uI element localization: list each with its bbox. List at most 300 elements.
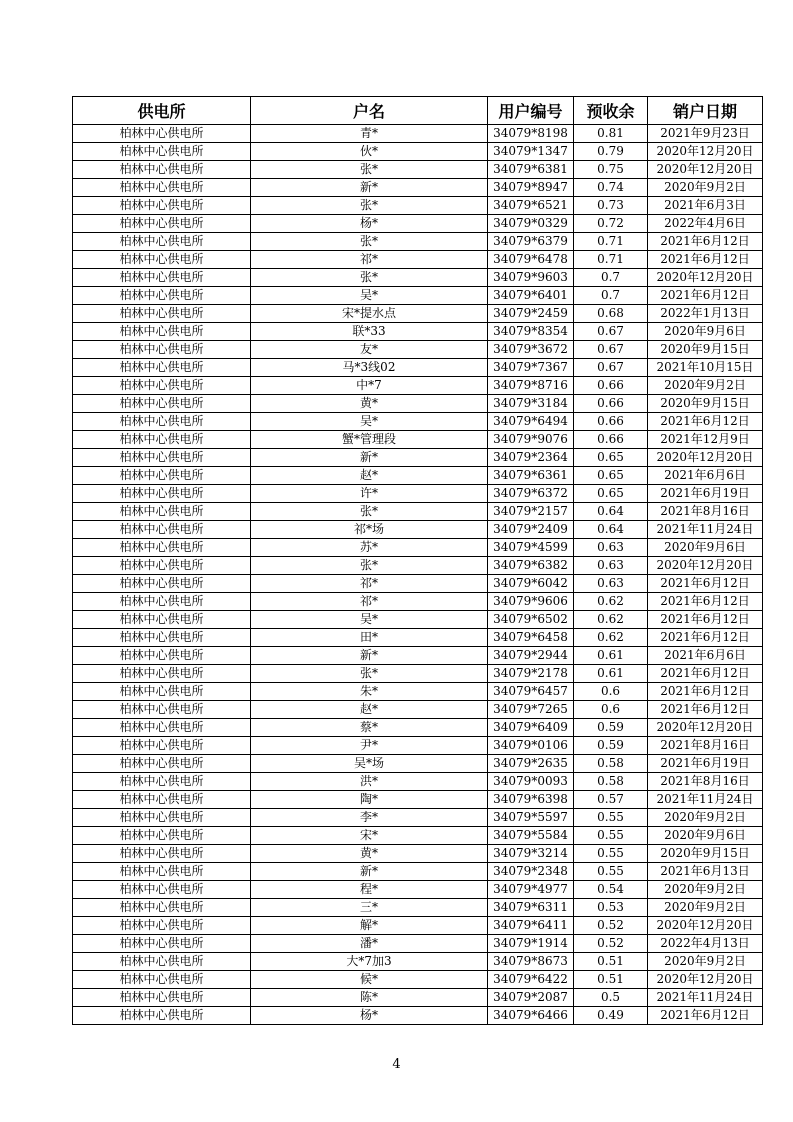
cell-station: 柏林中心供电所 — [73, 377, 251, 395]
cell-account-name: 青* — [251, 125, 488, 143]
table-row — [73, 269, 763, 287]
cell-account-number: 34079*6478 — [488, 251, 574, 269]
cell-prepaid-balance: 0.59 — [574, 719, 648, 737]
cell-account-number: 34079*3214 — [488, 845, 574, 863]
cell-account-name: 黄* — [251, 395, 488, 413]
cell-station: 柏林中心供电所 — [73, 935, 251, 953]
cell-closure-date: 2022年4月6日 — [648, 215, 763, 233]
cell-account-number: 34079*6466 — [488, 1007, 574, 1025]
cell-prepaid-balance: 0.74 — [574, 179, 648, 197]
cell-account-name: 蔡* — [251, 719, 488, 737]
table-row — [73, 521, 763, 539]
cell-station: 柏林中心供电所 — [73, 503, 251, 521]
cell-prepaid-balance: 0.7 — [574, 269, 648, 287]
cell-closure-date: 2020年9月6日 — [648, 323, 763, 341]
table-row — [73, 881, 763, 899]
table-header-row — [73, 97, 763, 125]
table-row — [73, 791, 763, 809]
table-row — [73, 431, 763, 449]
cell-station: 柏林中心供电所 — [73, 611, 251, 629]
cell-prepaid-balance: 0.61 — [574, 647, 648, 665]
cell-account-number: 34079*6361 — [488, 467, 574, 485]
table-row — [73, 917, 763, 935]
table-row — [73, 395, 763, 413]
table-row — [73, 215, 763, 233]
cell-closure-date: 2020年9月2日 — [648, 899, 763, 917]
cell-account-number: 34079*6311 — [488, 899, 574, 917]
table-row — [73, 935, 763, 953]
cell-account-number: 34079*5597 — [488, 809, 574, 827]
table-row — [73, 719, 763, 737]
cell-account-name: 解* — [251, 917, 488, 935]
cell-account-number: 34079*6398 — [488, 791, 574, 809]
cell-closure-date: 2021年6月12日 — [648, 611, 763, 629]
cell-station: 柏林中心供电所 — [73, 179, 251, 197]
cell-account-number: 34079*0329 — [488, 215, 574, 233]
cell-prepaid-balance: 0.55 — [574, 845, 648, 863]
cell-closure-date: 2021年6月3日 — [648, 197, 763, 215]
cell-prepaid-balance: 0.7 — [574, 287, 648, 305]
cell-prepaid-balance: 0.67 — [574, 359, 648, 377]
table-row — [73, 665, 763, 683]
cell-account-name: 祁*场 — [251, 521, 488, 539]
cell-account-name: 苏* — [251, 539, 488, 557]
table-row — [73, 773, 763, 791]
table-row — [73, 863, 763, 881]
cell-closure-date: 2021年6月6日 — [648, 647, 763, 665]
cell-account-name: 张* — [251, 269, 488, 287]
table-row — [73, 251, 763, 269]
table-row — [73, 341, 763, 359]
cell-account-name: 陶* — [251, 791, 488, 809]
cell-station: 柏林中心供电所 — [73, 791, 251, 809]
cell-account-name: 张* — [251, 503, 488, 521]
cell-account-name: 田* — [251, 629, 488, 647]
cell-account-number: 34079*1347 — [488, 143, 574, 161]
cell-prepaid-balance: 0.81 — [574, 125, 648, 143]
cell-account-number: 34079*8198 — [488, 125, 574, 143]
cell-closure-date: 2021年11月24日 — [648, 989, 763, 1007]
cell-closure-date: 2021年6月12日 — [648, 287, 763, 305]
column-header-station: 供电所 — [73, 97, 251, 125]
cell-prepaid-balance: 0.63 — [574, 539, 648, 557]
cell-account-number: 34079*1914 — [488, 935, 574, 953]
cell-station: 柏林中心供电所 — [73, 881, 251, 899]
table-row — [73, 413, 763, 431]
cell-account-name: 吴* — [251, 287, 488, 305]
cell-account-number: 34079*6494 — [488, 413, 574, 431]
cell-prepaid-balance: 0.73 — [574, 197, 648, 215]
cell-closure-date: 2020年9月2日 — [648, 179, 763, 197]
table-row — [73, 989, 763, 1007]
cell-station: 柏林中心供电所 — [73, 467, 251, 485]
cell-station: 柏林中心供电所 — [73, 737, 251, 755]
table-row — [73, 179, 763, 197]
cell-prepaid-balance: 0.55 — [574, 809, 648, 827]
cell-prepaid-balance: 0.68 — [574, 305, 648, 323]
column-header-account-number: 用户编号 — [488, 97, 574, 125]
table-row — [73, 557, 763, 575]
table-row — [73, 161, 763, 179]
cell-account-number: 34079*2348 — [488, 863, 574, 881]
cell-station: 柏林中心供电所 — [73, 413, 251, 431]
cell-prepaid-balance: 0.64 — [574, 503, 648, 521]
cell-station: 柏林中心供电所 — [73, 251, 251, 269]
table-row — [73, 827, 763, 845]
cell-account-name: 赵* — [251, 467, 488, 485]
cell-account-name: 新* — [251, 179, 488, 197]
cell-prepaid-balance: 0.63 — [574, 557, 648, 575]
page-number: 4 — [392, 1057, 401, 1072]
cell-account-number: 34079*9603 — [488, 269, 574, 287]
table-row — [73, 287, 763, 305]
cell-account-number: 34079*9076 — [488, 431, 574, 449]
table-row — [73, 197, 763, 215]
cell-station: 柏林中心供电所 — [73, 305, 251, 323]
table-row — [73, 647, 763, 665]
cell-prepaid-balance: 0.53 — [574, 899, 648, 917]
account-closure-table — [72, 96, 763, 1025]
cell-prepaid-balance: 0.59 — [574, 737, 648, 755]
cell-station: 柏林中心供电所 — [73, 269, 251, 287]
cell-closure-date: 2020年12月20日 — [648, 557, 763, 575]
cell-station: 柏林中心供电所 — [73, 233, 251, 251]
table-row — [73, 449, 763, 467]
cell-closure-date: 2021年6月12日 — [648, 575, 763, 593]
cell-account-name: 马*3线02 — [251, 359, 488, 377]
cell-account-number: 34079*7367 — [488, 359, 574, 377]
cell-closure-date: 2021年11月24日 — [648, 521, 763, 539]
table-row — [73, 485, 763, 503]
cell-account-number: 34079*8354 — [488, 323, 574, 341]
column-header-account-name: 户名 — [251, 97, 488, 125]
cell-closure-date: 2020年12月20日 — [648, 971, 763, 989]
column-header-closure-date: 销户日期 — [648, 97, 763, 125]
cell-closure-date: 2021年6月12日 — [648, 413, 763, 431]
cell-account-number: 34079*4599 — [488, 539, 574, 557]
cell-account-name: 杨* — [251, 215, 488, 233]
cell-account-number: 34079*4977 — [488, 881, 574, 899]
cell-account-name: 中*7 — [251, 377, 488, 395]
cell-account-number: 34079*6411 — [488, 917, 574, 935]
table-row — [73, 305, 763, 323]
cell-account-name: 新* — [251, 863, 488, 881]
cell-closure-date: 2021年8月16日 — [648, 503, 763, 521]
cell-account-number: 34079*6457 — [488, 683, 574, 701]
cell-account-name: 程* — [251, 881, 488, 899]
table-row — [73, 755, 763, 773]
cell-station: 柏林中心供电所 — [73, 773, 251, 791]
cell-prepaid-balance: 0.66 — [574, 395, 648, 413]
table-row — [73, 953, 763, 971]
cell-closure-date: 2020年12月20日 — [648, 269, 763, 287]
cell-closure-date: 2021年6月12日 — [648, 665, 763, 683]
cell-prepaid-balance: 0.51 — [574, 971, 648, 989]
cell-account-number: 34079*0093 — [488, 773, 574, 791]
cell-account-number: 34079*8947 — [488, 179, 574, 197]
cell-station: 柏林中心供电所 — [73, 575, 251, 593]
cell-prepaid-balance: 0.65 — [574, 467, 648, 485]
cell-closure-date: 2020年9月2日 — [648, 953, 763, 971]
cell-closure-date: 2021年6月6日 — [648, 467, 763, 485]
cell-prepaid-balance: 0.71 — [574, 233, 648, 251]
table-row — [73, 467, 763, 485]
cell-closure-date: 2020年12月20日 — [648, 917, 763, 935]
cell-account-name: 张* — [251, 665, 488, 683]
cell-prepaid-balance: 0.63 — [574, 575, 648, 593]
cell-closure-date: 2022年1月13日 — [648, 305, 763, 323]
cell-account-number: 34079*6372 — [488, 485, 574, 503]
cell-account-number: 34079*6381 — [488, 161, 574, 179]
cell-account-name: 赵* — [251, 701, 488, 719]
cell-account-name: 祁* — [251, 575, 488, 593]
cell-station: 柏林中心供电所 — [73, 323, 251, 341]
cell-station: 柏林中心供电所 — [73, 485, 251, 503]
cell-station: 柏林中心供电所 — [73, 809, 251, 827]
cell-prepaid-balance: 0.66 — [574, 377, 648, 395]
cell-closure-date: 2021年6月12日 — [648, 593, 763, 611]
table-row — [73, 1007, 763, 1025]
table-row — [73, 539, 763, 557]
cell-account-name: 新* — [251, 647, 488, 665]
cell-prepaid-balance: 0.79 — [574, 143, 648, 161]
cell-account-number: 34079*2178 — [488, 665, 574, 683]
cell-account-number: 34079*2157 — [488, 503, 574, 521]
cell-closure-date: 2021年6月12日 — [648, 683, 763, 701]
cell-prepaid-balance: 0.71 — [574, 251, 648, 269]
cell-account-name: 张* — [251, 233, 488, 251]
cell-account-number: 34079*3184 — [488, 395, 574, 413]
table-row — [73, 233, 763, 251]
cell-account-name: 黄* — [251, 845, 488, 863]
cell-closure-date: 2021年6月19日 — [648, 485, 763, 503]
cell-account-number: 34079*2409 — [488, 521, 574, 539]
cell-prepaid-balance: 0.49 — [574, 1007, 648, 1025]
cell-account-number: 34079*0106 — [488, 737, 574, 755]
cell-closure-date: 2022年4月13日 — [648, 935, 763, 953]
cell-account-number: 34079*8673 — [488, 953, 574, 971]
cell-closure-date: 2020年9月15日 — [648, 395, 763, 413]
cell-station: 柏林中心供电所 — [73, 161, 251, 179]
cell-closure-date: 2020年9月2日 — [648, 881, 763, 899]
cell-station: 柏林中心供电所 — [73, 287, 251, 305]
cell-closure-date: 2020年9月15日 — [648, 341, 763, 359]
table-row — [73, 845, 763, 863]
cell-closure-date: 2020年12月20日 — [648, 143, 763, 161]
table-row — [73, 737, 763, 755]
cell-prepaid-balance: 0.5 — [574, 989, 648, 1007]
cell-account-number: 34079*6458 — [488, 629, 574, 647]
cell-station: 柏林中心供电所 — [73, 521, 251, 539]
cell-account-number: 34079*2459 — [488, 305, 574, 323]
cell-account-number: 34079*6422 — [488, 971, 574, 989]
cell-closure-date: 2021年6月12日 — [648, 629, 763, 647]
cell-account-name: 尹* — [251, 737, 488, 755]
table-row — [73, 323, 763, 341]
cell-account-number: 34079*2635 — [488, 755, 574, 773]
cell-station: 柏林中心供电所 — [73, 629, 251, 647]
cell-station: 柏林中心供电所 — [73, 197, 251, 215]
cell-station: 柏林中心供电所 — [73, 539, 251, 557]
cell-account-name: 李* — [251, 809, 488, 827]
cell-closure-date: 2021年10月15日 — [648, 359, 763, 377]
table-row — [73, 503, 763, 521]
cell-station: 柏林中心供电所 — [73, 431, 251, 449]
cell-station: 柏林中心供电所 — [73, 953, 251, 971]
cell-prepaid-balance: 0.67 — [574, 341, 648, 359]
table-row — [73, 971, 763, 989]
cell-closure-date: 2021年8月16日 — [648, 737, 763, 755]
cell-account-name: 候* — [251, 971, 488, 989]
cell-account-name: 潘* — [251, 935, 488, 953]
cell-account-name: 祁* — [251, 593, 488, 611]
cell-station: 柏林中心供电所 — [73, 719, 251, 737]
cell-account-name: 张* — [251, 197, 488, 215]
cell-account-name: 宋*提水点 — [251, 305, 488, 323]
cell-account-number: 34079*2364 — [488, 449, 574, 467]
cell-prepaid-balance: 0.6 — [574, 683, 648, 701]
cell-station: 柏林中心供电所 — [73, 215, 251, 233]
cell-station: 柏林中心供电所 — [73, 899, 251, 917]
cell-account-number: 34079*6521 — [488, 197, 574, 215]
cell-closure-date: 2021年6月12日 — [648, 233, 763, 251]
cell-account-name: 张* — [251, 557, 488, 575]
cell-prepaid-balance: 0.62 — [574, 593, 648, 611]
table-row — [73, 899, 763, 917]
cell-account-name: 吴* — [251, 413, 488, 431]
cell-station: 柏林中心供电所 — [73, 1007, 251, 1025]
table-row — [73, 377, 763, 395]
cell-station: 柏林中心供电所 — [73, 755, 251, 773]
cell-prepaid-balance: 0.62 — [574, 611, 648, 629]
cell-station: 柏林中心供电所 — [73, 863, 251, 881]
cell-account-number: 34079*6502 — [488, 611, 574, 629]
table-row — [73, 701, 763, 719]
cell-prepaid-balance: 0.55 — [574, 827, 648, 845]
cell-prepaid-balance: 0.66 — [574, 413, 648, 431]
cell-account-name: 祁* — [251, 251, 488, 269]
cell-account-name: 三* — [251, 899, 488, 917]
cell-closure-date: 2020年9月15日 — [648, 845, 763, 863]
cell-prepaid-balance: 0.54 — [574, 881, 648, 899]
table-row — [73, 809, 763, 827]
cell-station: 柏林中心供电所 — [73, 449, 251, 467]
cell-station: 柏林中心供电所 — [73, 125, 251, 143]
cell-closure-date: 2021年6月19日 — [648, 755, 763, 773]
cell-closure-date: 2021年12月9日 — [648, 431, 763, 449]
cell-prepaid-balance: 0.72 — [574, 215, 648, 233]
table-row — [73, 611, 763, 629]
cell-prepaid-balance: 0.65 — [574, 449, 648, 467]
cell-closure-date: 2020年12月20日 — [648, 161, 763, 179]
cell-prepaid-balance: 0.52 — [574, 917, 648, 935]
cell-prepaid-balance: 0.51 — [574, 953, 648, 971]
cell-closure-date: 2020年9月2日 — [648, 809, 763, 827]
cell-account-name: 杨* — [251, 1007, 488, 1025]
cell-account-number: 34079*3672 — [488, 341, 574, 359]
cell-station: 柏林中心供电所 — [73, 647, 251, 665]
cell-account-number: 34079*6382 — [488, 557, 574, 575]
cell-station: 柏林中心供电所 — [73, 971, 251, 989]
cell-station: 柏林中心供电所 — [73, 683, 251, 701]
cell-account-number: 34079*2087 — [488, 989, 574, 1007]
cell-account-name: 联*33 — [251, 323, 488, 341]
cell-account-name: 新* — [251, 449, 488, 467]
cell-account-number: 34079*6379 — [488, 233, 574, 251]
cell-account-number: 34079*6042 — [488, 575, 574, 593]
cell-account-name: 朱* — [251, 683, 488, 701]
cell-station: 柏林中心供电所 — [73, 341, 251, 359]
cell-prepaid-balance: 0.6 — [574, 701, 648, 719]
cell-account-number: 34079*2944 — [488, 647, 574, 665]
table-row — [73, 125, 763, 143]
cell-closure-date: 2020年9月2日 — [648, 377, 763, 395]
table-row — [73, 575, 763, 593]
cell-account-number: 34079*7265 — [488, 701, 574, 719]
cell-station: 柏林中心供电所 — [73, 917, 251, 935]
cell-account-name: 大*7加3 — [251, 953, 488, 971]
table-row — [73, 683, 763, 701]
cell-station: 柏林中心供电所 — [73, 701, 251, 719]
cell-account-name: 陈* — [251, 989, 488, 1007]
cell-prepaid-balance: 0.62 — [574, 629, 648, 647]
table-body — [73, 125, 763, 1025]
cell-account-number: 34079*8716 — [488, 377, 574, 395]
cell-prepaid-balance: 0.52 — [574, 935, 648, 953]
table-row — [73, 359, 763, 377]
cell-station: 柏林中心供电所 — [73, 359, 251, 377]
cell-prepaid-balance: 0.57 — [574, 791, 648, 809]
cell-prepaid-balance: 0.66 — [574, 431, 648, 449]
cell-station: 柏林中心供电所 — [73, 665, 251, 683]
column-header-prepaid-balance: 预收余 — [574, 97, 648, 125]
cell-prepaid-balance: 0.61 — [574, 665, 648, 683]
cell-station: 柏林中心供电所 — [73, 557, 251, 575]
cell-account-name: 宋* — [251, 827, 488, 845]
cell-closure-date: 2020年9月6日 — [648, 539, 763, 557]
cell-closure-date: 2021年11月24日 — [648, 791, 763, 809]
cell-account-number: 34079*9606 — [488, 593, 574, 611]
cell-account-name: 友* — [251, 341, 488, 359]
cell-closure-date: 2021年6月12日 — [648, 701, 763, 719]
table-row — [73, 143, 763, 161]
table-row — [73, 593, 763, 611]
cell-station: 柏林中心供电所 — [73, 827, 251, 845]
cell-station: 柏林中心供电所 — [73, 989, 251, 1007]
cell-account-name: 许* — [251, 485, 488, 503]
cell-station: 柏林中心供电所 — [73, 845, 251, 863]
cell-prepaid-balance: 0.64 — [574, 521, 648, 539]
cell-prepaid-balance: 0.75 — [574, 161, 648, 179]
cell-station: 柏林中心供电所 — [73, 143, 251, 161]
cell-account-number: 34079*5584 — [488, 827, 574, 845]
cell-prepaid-balance: 0.67 — [574, 323, 648, 341]
cell-prepaid-balance: 0.65 — [574, 485, 648, 503]
cell-account-number: 34079*6409 — [488, 719, 574, 737]
cell-account-name: 张* — [251, 161, 488, 179]
cell-account-number: 34079*6401 — [488, 287, 574, 305]
cell-closure-date: 2020年12月20日 — [648, 449, 763, 467]
table-row — [73, 629, 763, 647]
cell-account-name: 吴* — [251, 611, 488, 629]
cell-closure-date: 2021年6月12日 — [648, 251, 763, 269]
cell-prepaid-balance: 0.58 — [574, 773, 648, 791]
cell-prepaid-balance: 0.55 — [574, 863, 648, 881]
cell-account-name: 吴*场 — [251, 755, 488, 773]
cell-closure-date: 2021年8月16日 — [648, 773, 763, 791]
cell-closure-date: 2021年6月13日 — [648, 863, 763, 881]
cell-account-name: 洪* — [251, 773, 488, 791]
